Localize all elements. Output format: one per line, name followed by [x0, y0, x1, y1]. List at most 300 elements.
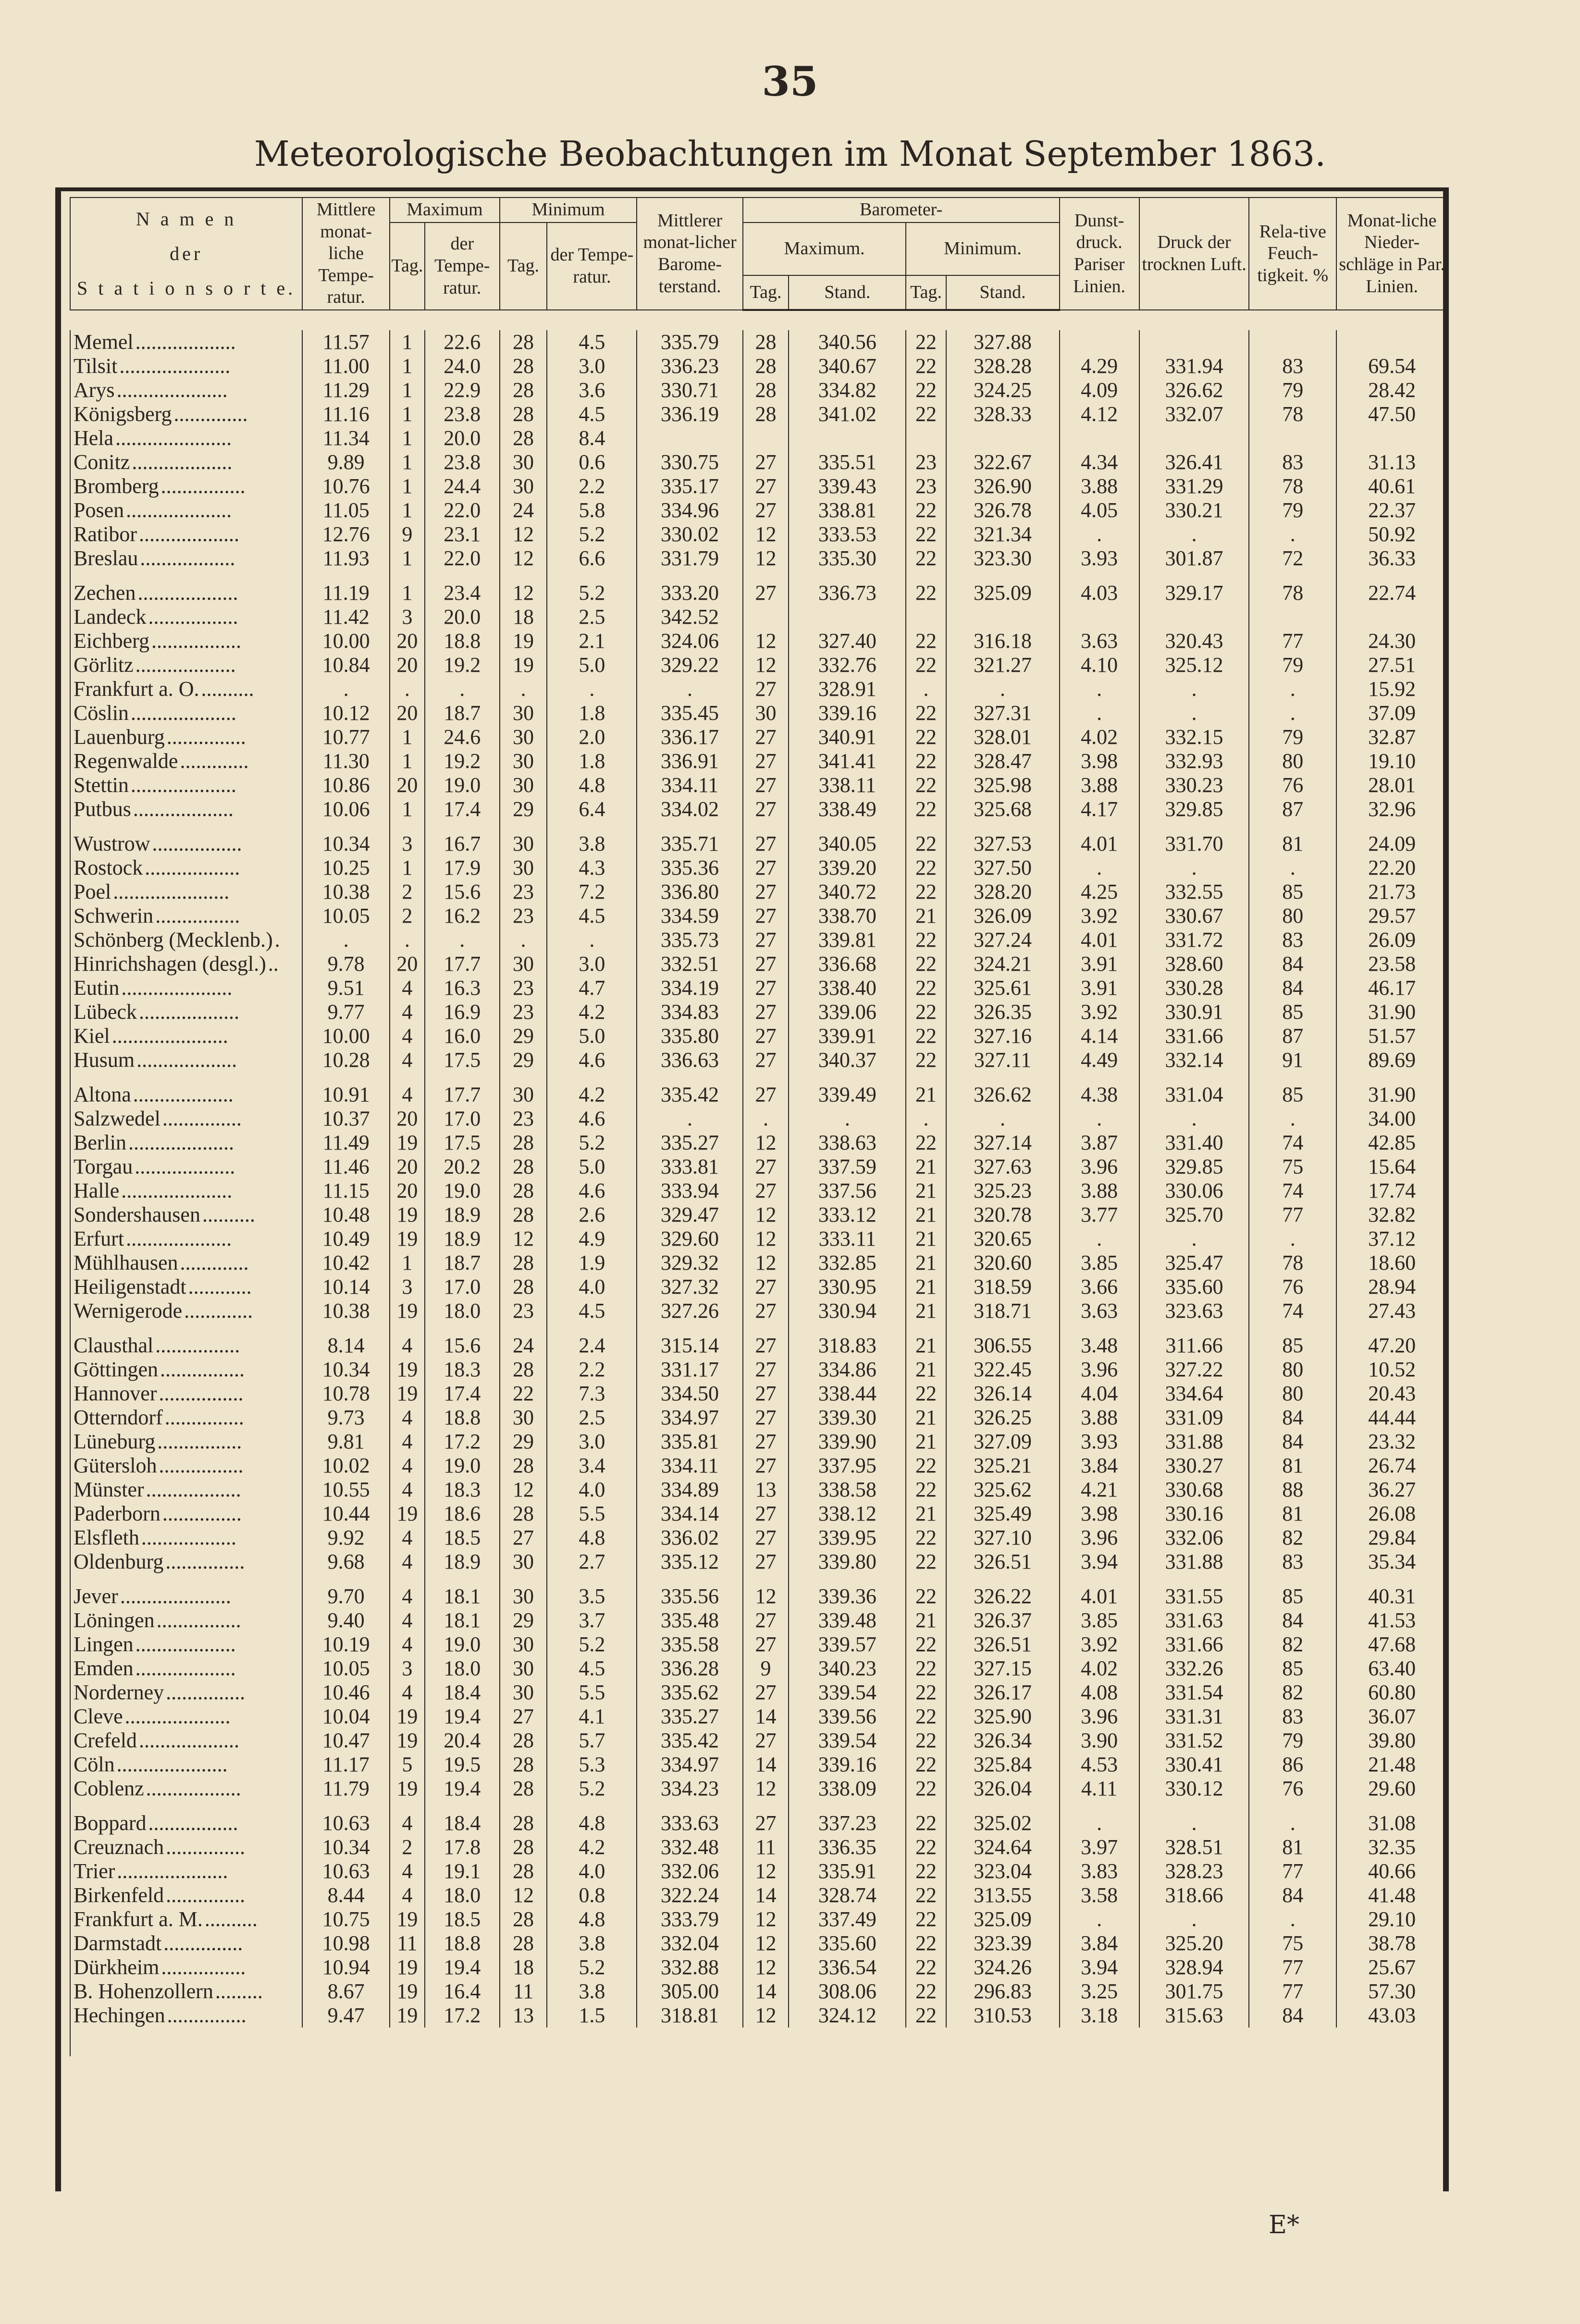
baro-min-cell: 328.47: [946, 749, 1060, 773]
precip-cell: 24.30: [1336, 629, 1447, 653]
baro-min-day-cell: 22: [906, 2003, 946, 2027]
mean-baro-cell: 342.52: [637, 605, 742, 629]
baro-max-cell: 338.63: [789, 1131, 906, 1155]
station-name-cell: [70, 629, 302, 653]
baro-max-cell: 330.94: [789, 1299, 906, 1323]
header-dry-air-pressure: Druck der trocknen Luft.: [1139, 198, 1249, 310]
humidity-cell: 76: [1249, 1275, 1336, 1299]
baro-max-cell: [789, 605, 906, 629]
baro-min-cell: 326.51: [946, 1550, 1060, 1574]
vapour-cell: 3.48: [1060, 1323, 1139, 1358]
station-name: Wernigerode: [74, 1299, 184, 1323]
leader-dots: ..................: [146, 1477, 241, 1501]
table-row: [70, 522, 1447, 546]
station-name: Münster: [74, 1478, 146, 1501]
max-day-cell: 4: [390, 1883, 425, 1907]
mean-baro-cell: 336.28: [637, 1656, 742, 1681]
table-row: [70, 354, 1447, 378]
table-row: [70, 1608, 1447, 1632]
baro-min-cell: 325.98: [946, 773, 1060, 797]
baro-max-cell: 339.16: [789, 1753, 906, 1777]
min-temp-cell: 3.0: [547, 952, 637, 976]
min-day-cell: 28: [500, 402, 547, 426]
max-temp-cell: 17.7: [425, 952, 500, 976]
vapour-cell: 3.85: [1060, 1251, 1139, 1275]
precip-cell: [1336, 605, 1447, 629]
vapour-cell: 3.25: [1060, 1979, 1139, 2003]
baro-max-cell: 339.91: [789, 1024, 906, 1048]
baro-min-day-cell: 22: [906, 749, 946, 773]
max-day-cell: 20: [390, 1179, 425, 1203]
mean-baro-cell: 332.06: [637, 1859, 742, 1883]
baro-max-day-cell: 14: [743, 1883, 789, 1907]
min-day-cell: 30: [500, 952, 547, 976]
vapour-cell: 3.85: [1060, 1608, 1139, 1632]
vapour-cell: 4.09: [1060, 378, 1139, 402]
dry-air-cell: 331.72: [1139, 928, 1249, 952]
station-name: Königsberg: [74, 402, 174, 426]
station-name-cell: [70, 354, 302, 378]
mean-baro-cell: 327.32: [637, 1275, 742, 1299]
table-row: [70, 2003, 1447, 2027]
vapour-cell: 3.88: [1060, 474, 1139, 498]
max-day-cell: 1: [390, 330, 425, 354]
humidity-cell: 82: [1249, 1526, 1336, 1550]
baro-max-day-cell: 27: [743, 1681, 789, 1705]
baro-max-day-cell: 27: [743, 1526, 789, 1550]
vapour-cell: 3.92: [1060, 1632, 1139, 1656]
baro-max-day-cell: 27: [743, 1024, 789, 1048]
min-day-cell: 19: [500, 653, 547, 677]
baro-min-day-cell: 21: [906, 1155, 946, 1179]
station-name-cell: [70, 1608, 302, 1632]
mean-temp-cell: 9.40: [302, 1608, 390, 1632]
min-temp-cell: 3.0: [547, 1430, 637, 1454]
precip-cell: 43.03: [1336, 2003, 1447, 2027]
table-row: [70, 1131, 1447, 1155]
baro-min-cell: 327.11: [946, 1048, 1060, 1072]
max-temp-cell: 17.7: [425, 1072, 500, 1107]
baro-min-cell: 327.09: [946, 1430, 1060, 1454]
baro-min-day-cell: 23: [906, 450, 946, 474]
vapour-cell: 4.01: [1060, 928, 1139, 952]
baro-min-cell: 320.60: [946, 1251, 1060, 1275]
min-day-cell: 27: [500, 1526, 547, 1550]
mean-baro-cell: .: [637, 677, 742, 701]
vapour-cell: 3.84: [1060, 1931, 1139, 1955]
leader-dots: .....................: [120, 1584, 231, 1608]
min-day-cell: 19: [500, 629, 547, 653]
max-day-cell: 1: [390, 450, 425, 474]
baro-min-cell: 313.55: [946, 1883, 1060, 1907]
table-row: [70, 1203, 1447, 1227]
humidity-cell: 86: [1249, 1753, 1336, 1777]
baro-min-day-cell: 22: [906, 856, 946, 880]
mean-temp-cell: 10.49: [302, 1227, 390, 1251]
baro-min-day-cell: 22: [906, 522, 946, 546]
mean-temp-cell: 10.37: [302, 1107, 390, 1131]
dry-air-cell: 330.68: [1139, 1478, 1249, 1502]
baro-min-day-cell: 22: [906, 1550, 946, 1574]
vapour-cell: 3.98: [1060, 749, 1139, 773]
station-name-cell: [70, 1275, 302, 1299]
baro-max-day-cell: 27: [743, 1275, 789, 1299]
station-name-cell: [70, 426, 302, 450]
station-name-cell: [70, 1024, 302, 1048]
max-day-cell: .: [390, 677, 425, 701]
mean-baro-cell: 330.75: [637, 450, 742, 474]
humidity-cell: 84: [1249, 1430, 1336, 1454]
humidity-cell: .: [1249, 1801, 1336, 1835]
station-name: Jever: [74, 1584, 120, 1608]
min-temp-cell: 3.0: [547, 354, 637, 378]
station-name: Husum: [74, 1048, 136, 1072]
max-temp-cell: 15.6: [425, 880, 500, 904]
baro-max-day-cell: 12: [743, 629, 789, 653]
baro-min-cell: 327.50: [946, 856, 1060, 880]
station-name: Heiligenstadt: [74, 1275, 188, 1298]
vapour-cell: 3.93: [1060, 546, 1139, 570]
baro-max-day-cell: 12: [743, 1203, 789, 1227]
min-temp-cell: 2.0: [547, 725, 637, 749]
min-day-cell: 29: [500, 1024, 547, 1048]
mean-temp-cell: 11.16: [302, 402, 390, 426]
precip-cell: 32.82: [1336, 1203, 1447, 1227]
baro-max-day-cell: 27: [743, 797, 789, 821]
min-day-cell: 29: [500, 797, 547, 821]
baro-max-cell: 339.06: [789, 1000, 906, 1024]
baro-min-day-cell: 22: [906, 1777, 946, 1801]
table-row: [70, 450, 1447, 474]
baro-min-day-cell: [906, 605, 946, 629]
mean-baro-cell: 329.22: [637, 653, 742, 677]
vapour-cell: 3.88: [1060, 1179, 1139, 1203]
leader-dots: ...............: [166, 1883, 246, 1907]
max-day-cell: 19: [390, 1777, 425, 1801]
baro-max-cell: 340.23: [789, 1656, 906, 1681]
table-row: [70, 426, 1447, 450]
baro-max-day-cell: 27: [743, 1430, 789, 1454]
mean-baro-cell: 335.12: [637, 1550, 742, 1574]
baro-max-cell: 334.86: [789, 1358, 906, 1382]
max-temp-cell: 18.9: [425, 1227, 500, 1251]
baro-min-cell: 328.01: [946, 725, 1060, 749]
min-temp-cell: 3.4: [547, 1454, 637, 1478]
vapour-cell: 4.02: [1060, 725, 1139, 749]
mean-baro-cell: 333.79: [637, 1907, 742, 1931]
baro-min-day-cell: 22: [906, 1907, 946, 1931]
mean-baro-cell: 335.27: [637, 1131, 742, 1155]
station-name: Eutin: [74, 976, 121, 1000]
mean-temp-cell: 10.94: [302, 1955, 390, 1979]
mean-temp-cell: 10.98: [302, 1931, 390, 1955]
mean-baro-cell: 329.47: [637, 1203, 742, 1227]
mean-baro-cell: [637, 426, 742, 450]
table-row: [70, 1382, 1447, 1406]
humidity-cell: 72: [1249, 546, 1336, 570]
baro-max-cell: [789, 426, 906, 450]
min-day-cell: 28: [500, 1251, 547, 1275]
baro-max-cell: 333.11: [789, 1227, 906, 1251]
max-temp-cell: 20.2: [425, 1155, 500, 1179]
mean-temp-cell: 10.34: [302, 1835, 390, 1859]
humidity-cell: 78: [1249, 474, 1336, 498]
leader-dots: ...................: [138, 1728, 239, 1752]
mean-temp-cell: 9.68: [302, 1550, 390, 1574]
leader-dots: .................: [148, 605, 238, 629]
vapour-cell: 4.08: [1060, 1681, 1139, 1705]
table-row: [70, 880, 1447, 904]
mean-baro-cell: 334.23: [637, 1777, 742, 1801]
vapour-cell: 3.66: [1060, 1275, 1139, 1299]
max-temp-cell: 18.0: [425, 1656, 500, 1681]
leader-dots: .............: [184, 1298, 253, 1323]
mean-temp-cell: 10.44: [302, 1502, 390, 1526]
min-day-cell: 28: [500, 354, 547, 378]
baro-min-day-cell: 22: [906, 1729, 946, 1753]
min-temp-cell: 4.2: [547, 1835, 637, 1859]
station-name: B. Hohenzollern: [74, 1979, 215, 2003]
baro-min-day-cell: 22: [906, 773, 946, 797]
precip-cell: 39.80: [1336, 1729, 1447, 1753]
station-name-cell: [70, 1072, 302, 1107]
max-temp-cell: 18.4: [425, 1681, 500, 1705]
baro-min-day-cell: 23: [906, 474, 946, 498]
baro-min-day-cell: 22: [906, 797, 946, 821]
baro-max-day-cell: 12: [743, 653, 789, 677]
precip-cell: 69.54: [1336, 354, 1447, 378]
station-name: Berlin: [74, 1131, 128, 1154]
vapour-cell: 4.21: [1060, 1478, 1139, 1502]
min-temp-cell: 4.8: [547, 1526, 637, 1550]
max-day-cell: 1: [390, 378, 425, 402]
mean-baro-cell: 335.56: [637, 1574, 742, 1608]
humidity-cell: 81: [1249, 821, 1336, 856]
station-name: Gütersloh: [74, 1454, 159, 1477]
baro-min-cell: 325.84: [946, 1753, 1060, 1777]
precip-cell: 24.09: [1336, 821, 1447, 856]
table-row: [70, 1550, 1447, 1574]
station-name-cell: [70, 1227, 302, 1251]
humidity-cell: 77: [1249, 1203, 1336, 1227]
station-name: Darmstadt: [74, 1931, 163, 1955]
min-temp-cell: 4.3: [547, 856, 637, 880]
header-stations: [70, 198, 302, 310]
baro-max-day-cell: 27: [743, 856, 789, 880]
max-day-cell: 3: [390, 821, 425, 856]
min-day-cell: 28: [500, 1131, 547, 1155]
max-temp-cell: 17.2: [425, 1430, 500, 1454]
baro-min-cell: 326.90: [946, 474, 1060, 498]
station-name-cell: [70, 1382, 302, 1406]
baro-max-day-cell: 27: [743, 773, 789, 797]
mean-baro-cell: 315.14: [637, 1323, 742, 1358]
station-name: Coblenz: [74, 1777, 146, 1800]
header-stationsorte: S t a t i o n s o r t e.: [77, 277, 296, 299]
dry-air-cell: 330.41: [1139, 1753, 1249, 1777]
max-temp-cell: 16.7: [425, 821, 500, 856]
precip-cell: 29.60: [1336, 1777, 1447, 1801]
baro-max-cell: 336.35: [789, 1835, 906, 1859]
baro-min-cell: 328.33: [946, 402, 1060, 426]
baro-max-day-cell: 9: [743, 1656, 789, 1681]
leader-dots: ....................: [130, 701, 236, 725]
station-name-cell: [70, 928, 302, 952]
max-temp-cell: 22.0: [425, 546, 500, 570]
leader-dots: ...................: [132, 450, 233, 474]
station-name: Putbus: [74, 797, 133, 821]
humidity-cell: 82: [1249, 1632, 1336, 1656]
baro-max-cell: 338.81: [789, 498, 906, 522]
dry-air-cell: 330.12: [1139, 1777, 1249, 1801]
humidity-cell: 75: [1249, 1155, 1336, 1179]
mean-baro-cell: 335.79: [637, 330, 742, 354]
baro-min-day-cell: 22: [906, 354, 946, 378]
baro-min-day-cell: 21: [906, 1608, 946, 1632]
precip-cell: 27.51: [1336, 653, 1447, 677]
table-row: [70, 1705, 1447, 1729]
min-day-cell: 30: [500, 1406, 547, 1430]
min-day-cell: 30: [500, 821, 547, 856]
baro-max-day-cell: 27: [743, 1179, 789, 1203]
min-day-cell: 30: [500, 725, 547, 749]
mean-temp-cell: 11.05: [302, 498, 390, 522]
table-row: [70, 797, 1447, 821]
table-row: [70, 904, 1447, 928]
vapour-cell: 4.25: [1060, 880, 1139, 904]
precip-cell: 89.69: [1336, 1048, 1447, 1072]
mean-temp-cell: 10.14: [302, 1275, 390, 1299]
station-name-cell: [70, 570, 302, 605]
max-day-cell: 2: [390, 904, 425, 928]
baro-min-cell: 320.78: [946, 1203, 1060, 1227]
humidity-cell: 83: [1249, 1550, 1336, 1574]
min-day-cell: 12: [500, 1883, 547, 1907]
min-day-cell: 24: [500, 498, 547, 522]
min-temp-cell: 4.9: [547, 1227, 637, 1251]
baro-min-day-cell: 21: [906, 1323, 946, 1358]
precip-cell: 22.20: [1336, 856, 1447, 880]
baro-max-cell: 339.16: [789, 701, 906, 725]
baro-max-day-cell: 12: [743, 522, 789, 546]
station-name-cell: [70, 605, 302, 629]
mean-temp-cell: 9.78: [302, 952, 390, 976]
station-name-cell: [70, 1454, 302, 1478]
station-name: Clausthal: [74, 1334, 155, 1357]
baro-max-cell: 340.56: [789, 330, 906, 354]
leader-dots: ..........: [202, 1202, 255, 1226]
humidity-cell: 85: [1249, 1323, 1336, 1358]
min-temp-cell: 4.5: [547, 330, 637, 354]
mean-temp-cell: 11.00: [302, 354, 390, 378]
precip-cell: 23.58: [1336, 952, 1447, 976]
header-mean-barometer: Mittlerer monat-licher Barome-terstand.: [637, 198, 742, 310]
mean-temp-cell: 11.34: [302, 426, 390, 450]
vapour-cell: 3.96: [1060, 1526, 1139, 1550]
humidity-cell: 74: [1249, 1131, 1336, 1155]
max-day-cell: 4: [390, 1072, 425, 1107]
station-name: Sondershausen: [74, 1203, 202, 1226]
mean-baro-cell: 335.27: [637, 1705, 742, 1729]
station-name: Landeck: [74, 605, 148, 629]
precip-cell: 10.52: [1336, 1358, 1447, 1382]
min-day-cell: 23: [500, 1000, 547, 1024]
min-temp-cell: 2.2: [547, 1358, 637, 1382]
precip-cell: 51.57: [1336, 1024, 1447, 1048]
observations-table: [70, 197, 1448, 2056]
dry-air-cell: 323.63: [1139, 1299, 1249, 1323]
max-day-cell: 1: [390, 402, 425, 426]
baro-max-cell: 339.43: [789, 474, 906, 498]
dry-air-cell: 331.94: [1139, 354, 1249, 378]
min-day-cell: 30: [500, 1681, 547, 1705]
station-name: Frankfurt a. O.: [74, 677, 201, 701]
max-temp-cell: 18.0: [425, 1883, 500, 1907]
dry-air-cell: 330.23: [1139, 773, 1249, 797]
max-day-cell: 19: [390, 1907, 425, 1931]
vapour-cell: 3.77: [1060, 1203, 1139, 1227]
baro-min-cell: 327.15: [946, 1656, 1060, 1681]
station-name-cell: [70, 653, 302, 677]
baro-max-cell: 338.09: [789, 1777, 906, 1801]
baro-max-cell: 339.36: [789, 1574, 906, 1608]
vapour-cell: .: [1060, 701, 1139, 725]
table-row: [70, 1801, 1447, 1835]
baro-max-day-cell: 12: [743, 1131, 789, 1155]
dry-air-cell: 325.70: [1139, 1203, 1249, 1227]
precip-cell: 37.09: [1336, 701, 1447, 725]
mean-temp-cell: 10.38: [302, 1299, 390, 1323]
baro-min-cell: 325.90: [946, 1705, 1060, 1729]
baro-min-day-cell: 21: [906, 1406, 946, 1430]
min-day-cell: 23: [500, 976, 547, 1000]
max-temp-cell: 19.0: [425, 773, 500, 797]
leader-dots: ...............: [166, 725, 246, 749]
station-name: Lingen: [74, 1632, 136, 1656]
max-day-cell: 2: [390, 880, 425, 904]
vapour-cell: 4.53: [1060, 1753, 1139, 1777]
station-name: Hannover: [74, 1382, 159, 1405]
baro-min-cell: 328.28: [946, 354, 1060, 378]
station-name: Oldenburg: [74, 1550, 165, 1573]
baro-max-cell: 318.83: [789, 1323, 906, 1358]
max-temp-cell: 18.9: [425, 1203, 500, 1227]
max-day-cell: 4: [390, 1024, 425, 1048]
leader-dots: ..: [268, 952, 279, 976]
mean-baro-cell: 335.80: [637, 1024, 742, 1048]
mean-baro-cell: 334.97: [637, 1753, 742, 1777]
vapour-cell: 3.97: [1060, 1835, 1139, 1859]
baro-max-cell: 338.58: [789, 1478, 906, 1502]
table-row: [70, 330, 1447, 354]
min-day-cell: 28: [500, 1801, 547, 1835]
dry-air-cell: 331.66: [1139, 1024, 1249, 1048]
mean-baro-cell: 333.20: [637, 570, 742, 605]
leader-dots: ...................: [138, 1000, 239, 1024]
leader-dots: ....................: [126, 498, 232, 522]
table-row: [70, 928, 1447, 952]
mean-temp-cell: .: [302, 677, 390, 701]
table-row: [70, 749, 1447, 773]
max-day-cell: 20: [390, 773, 425, 797]
baro-min-day-cell: 22: [906, 701, 946, 725]
table-row: [70, 1681, 1447, 1705]
max-temp-cell: 19.5: [425, 1753, 500, 1777]
baro-max-day-cell: 13: [743, 1478, 789, 1502]
baro-max-day-cell: [743, 426, 789, 450]
min-temp-cell: 6.6: [547, 546, 637, 570]
max-temp-cell: 23.4: [425, 570, 500, 605]
